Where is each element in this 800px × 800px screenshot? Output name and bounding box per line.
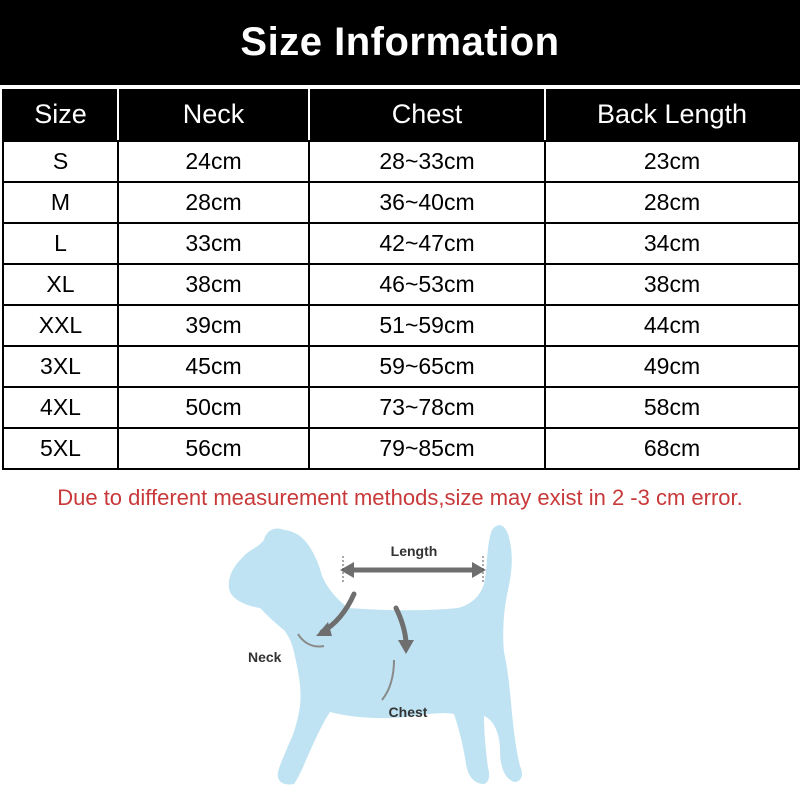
cell-neck: 45cm — [118, 346, 309, 387]
cell-size: L — [3, 223, 118, 264]
cell-size: S — [3, 141, 118, 182]
header-neck: Neck — [118, 89, 309, 141]
cell-back-length: 44cm — [545, 305, 799, 346]
header-size: Size — [3, 89, 118, 141]
cell-chest: 73~78cm — [309, 387, 545, 428]
cell-back-length: 23cm — [545, 141, 799, 182]
table-row — [3, 182, 799, 223]
table-header-row — [3, 89, 799, 141]
header-chest: Chest — [309, 89, 545, 141]
cell-neck: 28cm — [118, 182, 309, 223]
chest-label: Chest — [388, 704, 428, 720]
cell-size: 4XL — [3, 387, 118, 428]
table-row — [3, 264, 799, 305]
cell-size: M — [3, 182, 118, 223]
cell-neck: 33cm — [118, 223, 309, 264]
cell-size: XXL — [3, 305, 118, 346]
cell-back-length: 68cm — [545, 428, 799, 469]
cell-neck: 38cm — [118, 264, 309, 305]
cell-size: 5XL — [3, 428, 118, 469]
cell-back-length: 58cm — [545, 387, 799, 428]
cell-chest: 51~59cm — [309, 305, 545, 346]
length-arrow-left-head — [340, 562, 354, 578]
table-row — [3, 305, 799, 346]
cell-chest: 79~85cm — [309, 428, 545, 469]
cell-neck: 50cm — [118, 387, 309, 428]
table-row — [3, 428, 799, 469]
cell-neck: 39cm — [118, 305, 309, 346]
table-row — [3, 387, 799, 428]
cell-neck: 24cm — [118, 141, 309, 182]
table-row — [3, 141, 799, 182]
cell-back-length: 28cm — [545, 182, 799, 223]
cell-chest: 59~65cm — [309, 346, 545, 387]
cell-chest: 46~53cm — [309, 264, 545, 305]
page-title: Size Information — [0, 0, 800, 85]
cell-neck: 56cm — [118, 428, 309, 469]
cell-chest: 28~33cm — [309, 141, 545, 182]
cell-chest: 42~47cm — [309, 223, 545, 264]
length-arrow-right-head — [472, 562, 486, 578]
header-back-length: Back Length — [545, 89, 799, 141]
cell-back-length: 38cm — [545, 264, 799, 305]
cell-size: XL — [3, 264, 118, 305]
cell-back-length: 49cm — [545, 346, 799, 387]
length-label: Length — [390, 543, 438, 559]
neck-label: Neck — [248, 649, 282, 665]
measurement-note: Due to different measurement methods,size may exist in 2 -3 cm error. — [57, 485, 743, 510]
table-row — [3, 346, 799, 387]
cell-chest: 36~40cm — [309, 182, 545, 223]
size-table — [2, 89, 800, 470]
table-row — [3, 223, 799, 264]
cell-size: 3XL — [3, 346, 118, 387]
cell-back-length: 34cm — [545, 223, 799, 264]
dog-measurement-diagram — [218, 520, 538, 795]
